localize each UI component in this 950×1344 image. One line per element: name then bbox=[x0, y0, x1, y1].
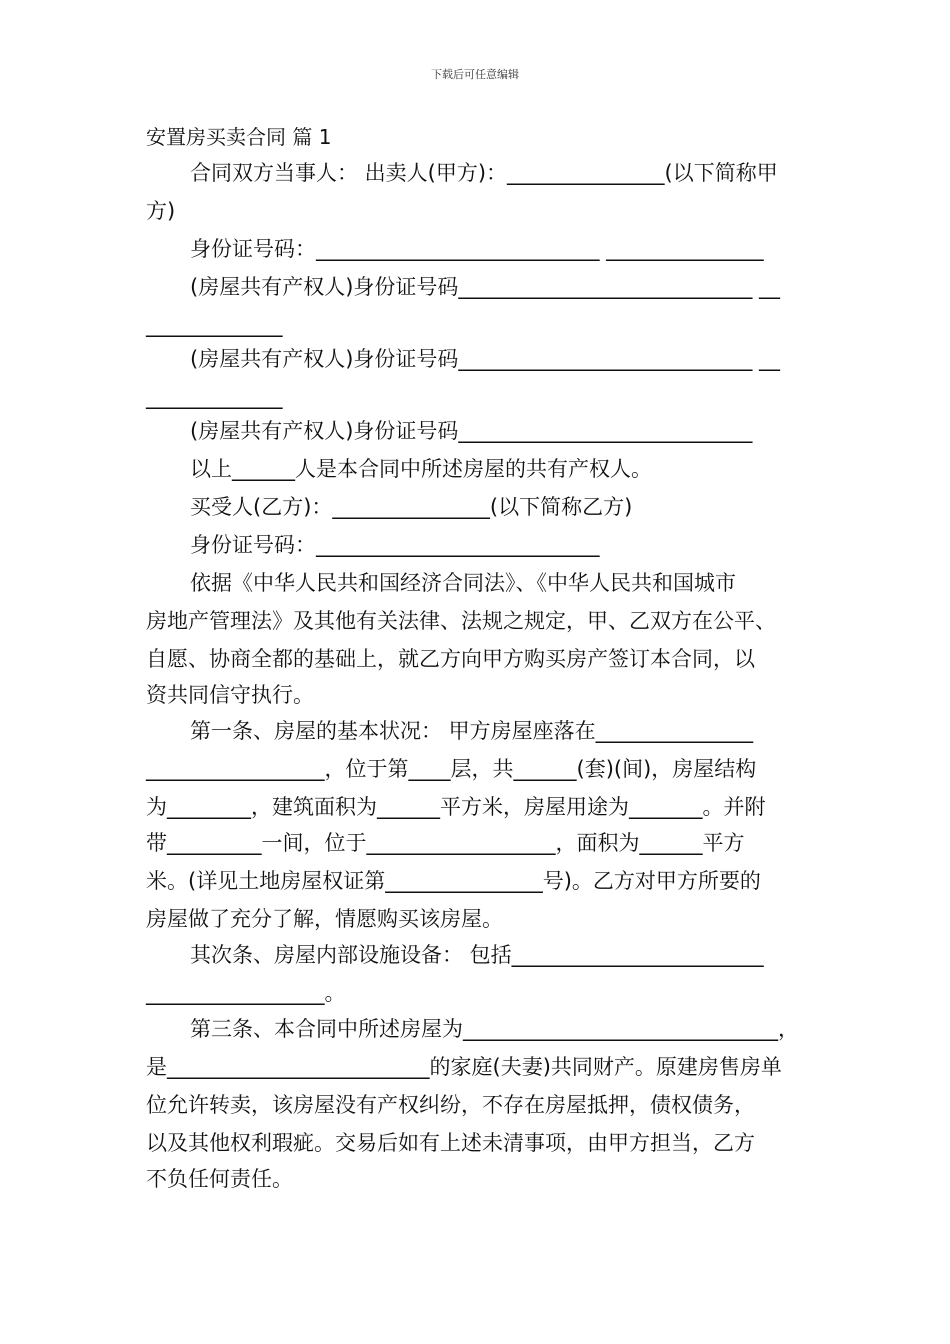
paragraph-line: _________________。 bbox=[146, 981, 346, 1005]
paragraph-line: 第三条、本合同中所述房屋为______________________________， bbox=[190, 1017, 799, 1041]
paragraph-line: 身份证号码：___________________________ _______________ bbox=[190, 237, 764, 261]
paragraph-line: (房屋共有产权人)身份证号码____________________________ bbox=[190, 419, 753, 443]
paragraph-line: 依据《中华人民共和国经济合同法》、《中华人民共和国城市 bbox=[190, 571, 736, 595]
paragraph-line: 不负任何责任。 bbox=[146, 1167, 293, 1191]
paragraph-line: 位允许转卖，该房屋没有产权纠纷，不存在房屋抵押，债权债务， bbox=[146, 1093, 755, 1117]
paragraph-line: (房屋共有产权人)身份证号码____________________________ __ bbox=[190, 275, 781, 299]
paragraph-line: 合同双方当事人： 出卖人(甲方)：_______________(以下简称甲 bbox=[190, 161, 778, 185]
paragraph-line: 自愿、协商全都的基础上，就乙方向甲方购买房产签订本合同，以 bbox=[146, 647, 755, 671]
paragraph-line: 为________，建筑面积为______平方米，房屋用途为_______。并附 bbox=[146, 795, 766, 819]
paragraph-line: (房屋共有产权人)身份证号码____________________________ __ bbox=[190, 347, 781, 371]
paragraph-line: _________________，位于第____层，共______(套)(间)，房屋结构 bbox=[146, 757, 757, 781]
document-title: 安置房买卖合同 篇 1 bbox=[146, 125, 332, 149]
paragraph-line: 米。(详见土地房屋权证第_______________号)。乙方对甲方所要的 bbox=[146, 869, 761, 893]
paragraph-line: 其次条、房屋内部设施设备： 包括________________________ bbox=[190, 943, 764, 967]
paragraph-line: _____________ bbox=[146, 385, 283, 409]
paragraph-line: 第一条、房屋的基本状况： 甲方房屋座落在_______________ bbox=[190, 719, 754, 743]
paragraph-line: 房地产管理法》及其他有关法律、法规之规定，甲、乙双方在公平、 bbox=[146, 609, 776, 633]
paragraph-line: 买受人(乙方)：_______________(以下简称乙方) bbox=[190, 495, 633, 519]
page-header: 下载后可任意编辑 bbox=[431, 68, 519, 81]
paragraph-line: 带_________一间，位于__________________，面积为______平方 bbox=[146, 831, 745, 855]
paragraph-line: 是_________________________的家庭(夫妻)共同财产。原建房售房单 bbox=[146, 1055, 782, 1079]
paragraph-line: 身份证号码：___________________________ bbox=[190, 533, 600, 557]
paragraph-line: _____________ bbox=[146, 313, 283, 337]
paragraph-line: 房屋做了充分了解，情愿购买该房屋。 bbox=[146, 907, 503, 931]
paragraph-line: 方) bbox=[146, 199, 176, 223]
paragraph-line: 资共同信守执行。 bbox=[146, 683, 314, 707]
paragraph-line: 以及其他权利瑕疵。交易后如有上述未清事项，由甲方担当，乙方 bbox=[146, 1131, 755, 1155]
paragraph-line: 以上______人是本合同中所述房屋的共有产权人。 bbox=[190, 457, 652, 481]
